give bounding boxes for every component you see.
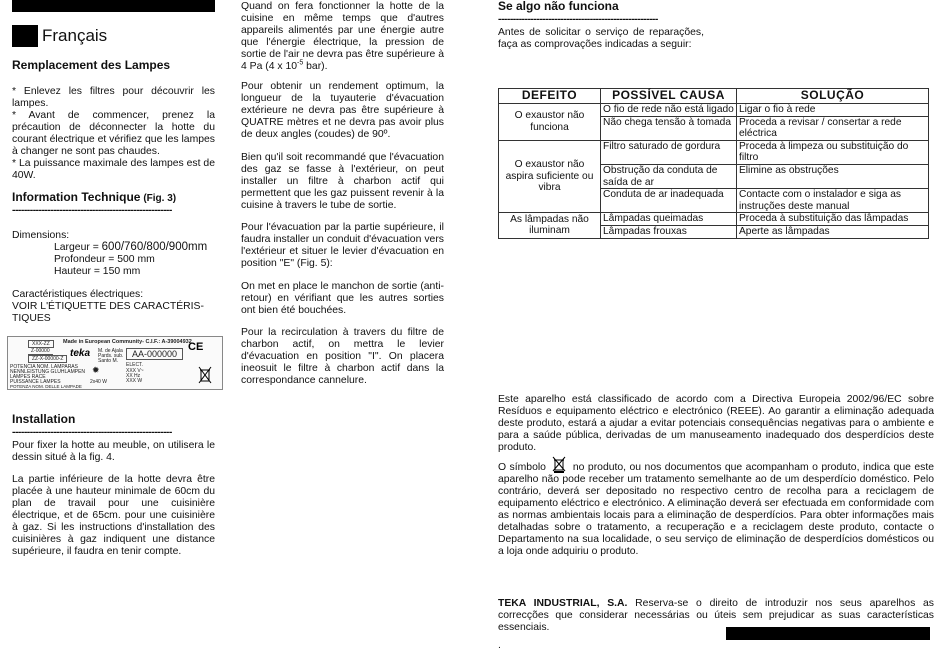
weee-p2 bbox=[498, 456, 934, 558]
solucao-cell: Aperte as lâmpadas bbox=[737, 225, 929, 238]
label-elect: ELECT. bbox=[126, 362, 143, 368]
crossed-bin-icon bbox=[552, 456, 566, 473]
bulb-icon: ✹ bbox=[92, 365, 100, 375]
causa-cell: Obstrução da conduta de saída de ar bbox=[601, 164, 737, 188]
defeito-cell: O exaustor não funciona bbox=[499, 104, 601, 141]
label-made-in: Made in European Community- C.I.F.: A-39004932 bbox=[63, 339, 192, 345]
top-left-black-bar bbox=[12, 0, 215, 12]
col2-p6: Pour la recirculation à travers du filtre de charbon actif, on mettra le levier d'évacuation en position "I". On placera ineosuit le filtre à charbon actif dans la correspondance cannelure. bbox=[241, 327, 444, 386]
col2-p4: Pour l'évacuation par la partie supérieure, il faudra installer un conduit d'évacuation vers l'extérieur et situer le levier d'évacuation en position "E" (Fig. 5): bbox=[241, 222, 444, 269]
solucao-cell: Proceda à substituição das lâmpadas bbox=[737, 213, 929, 226]
causa-cell: Lâmpadas queimadas bbox=[601, 213, 737, 226]
crossed-bin-icon bbox=[198, 366, 212, 384]
install-p1: Pour fixer la hotte au meuble, on utilisera le dessin situé à la fig. 4. bbox=[12, 440, 215, 463]
dimensions-label: Dimensions: bbox=[12, 230, 70, 241]
label-ref-code: AA-000000 bbox=[126, 348, 183, 360]
solucao-cell: Proceda a revisar / consertar a rede eléctrica bbox=[737, 116, 929, 140]
language-title: Français bbox=[42, 26, 108, 45]
trouble-table bbox=[498, 88, 929, 239]
label-row3: LAMPES RACE bbox=[10, 374, 46, 380]
causa-cell: Lâmpadas frouxas bbox=[601, 225, 737, 238]
info-title-text: Information Technique bbox=[12, 190, 141, 204]
trouble-title: Se algo não funciona bbox=[498, 0, 619, 13]
label-row2: NENNLEISTUNG GLUHLAMPEN bbox=[10, 369, 86, 375]
col2-p3: Bien qu'il soit recommandé que l'évacuation des gaz se fasse à l'extérieur, on peut installer un filtre à charbon actif qui permettent que les gaz puissent revenir à la cuisine à travers le tube de sortie. bbox=[241, 152, 444, 211]
header-causa: POSSÍVEL CAUSA bbox=[601, 89, 737, 104]
causa-cell: O fio de rede não está ligado bbox=[601, 104, 737, 117]
label-row1: POTENCIA NOM. LAMPARAS bbox=[10, 364, 78, 370]
elec-text: Caractéristiques électriques: VOIR L'ÉTIQUETTE DES CARACTÉRIS- TIQUES bbox=[12, 289, 204, 324]
depth-line: Profondeur = 500 mm bbox=[54, 254, 155, 265]
width-line bbox=[54, 241, 207, 254]
label-row4: PUISSANCE LAMPES bbox=[10, 379, 61, 385]
solucao-cell: Elimine as obstruções bbox=[737, 164, 929, 188]
label-mod: XXX-ZZ bbox=[28, 340, 54, 348]
install-title: Installation bbox=[12, 412, 76, 426]
company-name: TEKA INDUSTRIAL, S.A. bbox=[498, 598, 628, 609]
rating-label bbox=[7, 336, 223, 390]
weee-p2-a: O símbolo bbox=[498, 462, 546, 473]
label-row5: POTENZA NOM. DELLE LAMPADE bbox=[10, 384, 82, 389]
label-addr1: M. de Ajala bbox=[98, 348, 123, 354]
install-p2: La partie inférieure de la hotte devra être placée à une hauteur minimale de 60cm du plan de travail pour une cuisinière électrique, et de 65cm. pour une cuisinière à gaz. Si les instructions d'installation des cuisinières à gaz indiquent une distance supérieure, il faudra en tenir compte. bbox=[12, 474, 215, 557]
col2-p1-exp: -5 bbox=[297, 59, 304, 67]
table-row bbox=[499, 140, 929, 164]
label-cod: ZZ-X-00000-Z bbox=[28, 355, 67, 363]
label-vals1: XXX V~ bbox=[126, 368, 144, 374]
col2-p2: Pour obtenir un rendement optimum, la longueur de la tuyauterie d'évacuation extérieure ne devra pas être supérieure à QUATRE mètres et ne devra pas avoir plus de deux angles (coudes) de 90º. bbox=[241, 81, 444, 140]
solucao-cell: Ligar o fio à rede bbox=[737, 104, 929, 117]
width-value: 600/760/800/900mm bbox=[101, 241, 208, 253]
page-dot: . bbox=[498, 640, 501, 651]
company-text: Reserva-se o direito de introduzir nos seus aparelhos as correcções que considerar necessárias ou úteis sem prejudicar as suas características essenciais. bbox=[498, 598, 934, 633]
lamp-text: * Enlevez les filtres pour découvrir les lampes. * Avant de commencer, prenez la précaution de déconnecter la hotte du courant électrique et vérifiez que les lampes à changer ne sont pas chaudes. * La puissance maximale des lampes est de 40W. bbox=[12, 86, 215, 181]
language-marker bbox=[12, 25, 38, 47]
trouble-dashes: ------------------------------------------------------ bbox=[498, 14, 658, 25]
weee-p1: Este aparelho está classificado de acordo com a Directiva Europeia 2002/96/EC sobre Resíduos e equipamento eléctrico e electrónico (REEE). Ao garantir a eliminação adequada deste produto, estará a ajudar a evitar potenciais consequências negativas para o ambiente e para a saúde pública, derivadas de um manuseamento inadequado dos desperdícios deste produto. bbox=[498, 394, 934, 453]
trouble-intro: Antes de solicitar o serviço de reparações, faça as comprovações indicadas a seguir: bbox=[498, 27, 704, 50]
table-row bbox=[499, 213, 929, 226]
causa-cell: Filtro saturado de gordura bbox=[601, 140, 737, 164]
weee-p2-b: no produto, ou nos documentos que acompanham o produto, indica que este aparelho não pode receber um tratamento semelhante ao de um desperdício doméstico. Pelo contrário, deverá ser depositado no respectivo centro de recolha para a reciclagem de equipamento eléctrico e electrónico. A eliminação deverá ser efectuada em conformidade com as normas ambientais locais para a eliminação de desperdícios. Para obter informações mais detalhadas sobre o tratamento, a recuperação e a reciclagem deste produto, contacte o Departamento na sua localidade, o seu serviço de eliminação de desperdícios domésticos ou a loja onde adquiriu o produto. bbox=[498, 462, 935, 557]
label-tipo: Z-00000 bbox=[28, 348, 53, 355]
teka-logo: teka bbox=[70, 348, 91, 359]
lamp-title: Remplacement des Lampes bbox=[12, 58, 171, 72]
install-dashes: ------------------------------------------------------ bbox=[12, 427, 172, 438]
col2-p1-tail-b: bar). bbox=[303, 61, 328, 72]
header-solucao: SOLUÇÃO bbox=[737, 89, 929, 104]
width-label: Largeur = bbox=[54, 242, 102, 253]
causa-cell: Conduta de ar inadequada bbox=[601, 189, 737, 213]
solucao-cell: Contacte com o instalador e siga as instruções deste manual bbox=[737, 189, 929, 213]
ce-mark-icon: CE bbox=[188, 341, 204, 353]
info-dashes: ------------------------------------------------------ bbox=[12, 205, 172, 216]
col2-p1-tail bbox=[265, 61, 327, 72]
label-lamp-w: 2x40 W bbox=[90, 379, 107, 385]
height-line: Hauteur = 150 mm bbox=[54, 266, 141, 277]
label-vals3: XXX W bbox=[126, 378, 143, 384]
table-row bbox=[499, 104, 929, 117]
label-addr3: Santo M. bbox=[98, 358, 119, 364]
col2-p5: On met en place le manchon de sortie (anti-retour) en vérifiant que les autres sorties ont bien été bouchées. bbox=[241, 281, 444, 316]
col2-p1-text: Quand on fera fonctionner la hotte de la cuisine en même temps que d'autres appareils alimentés par une énergie autre que l'énergie électrique, la pression de sortie de l'air ne devra pas être supérieure à 4 Pa bbox=[241, 1, 444, 72]
bottom-right-black-bar bbox=[726, 627, 930, 640]
info-title bbox=[12, 191, 176, 205]
col2-p1 bbox=[241, 1, 444, 73]
causa-cell: Não chega tensão à tomada bbox=[601, 116, 737, 140]
label-addr2: Pards. sub. bbox=[98, 353, 124, 359]
header-defeito: DEFEITO bbox=[499, 89, 601, 104]
label-vals2: XX Hz bbox=[126, 373, 141, 379]
table-header-row bbox=[499, 89, 929, 104]
col2-p1-tail-a: (4 x 10 bbox=[265, 61, 298, 72]
defeito-cell: As lâmpadas não iluminam bbox=[499, 213, 601, 238]
defeito-cell: O exaustor não aspira suficiente ou vibra bbox=[499, 140, 601, 213]
solucao-cell: Proceda à limpeza ou substituição do filtro bbox=[737, 140, 929, 164]
info-fig: (Fig. 3) bbox=[143, 193, 177, 204]
